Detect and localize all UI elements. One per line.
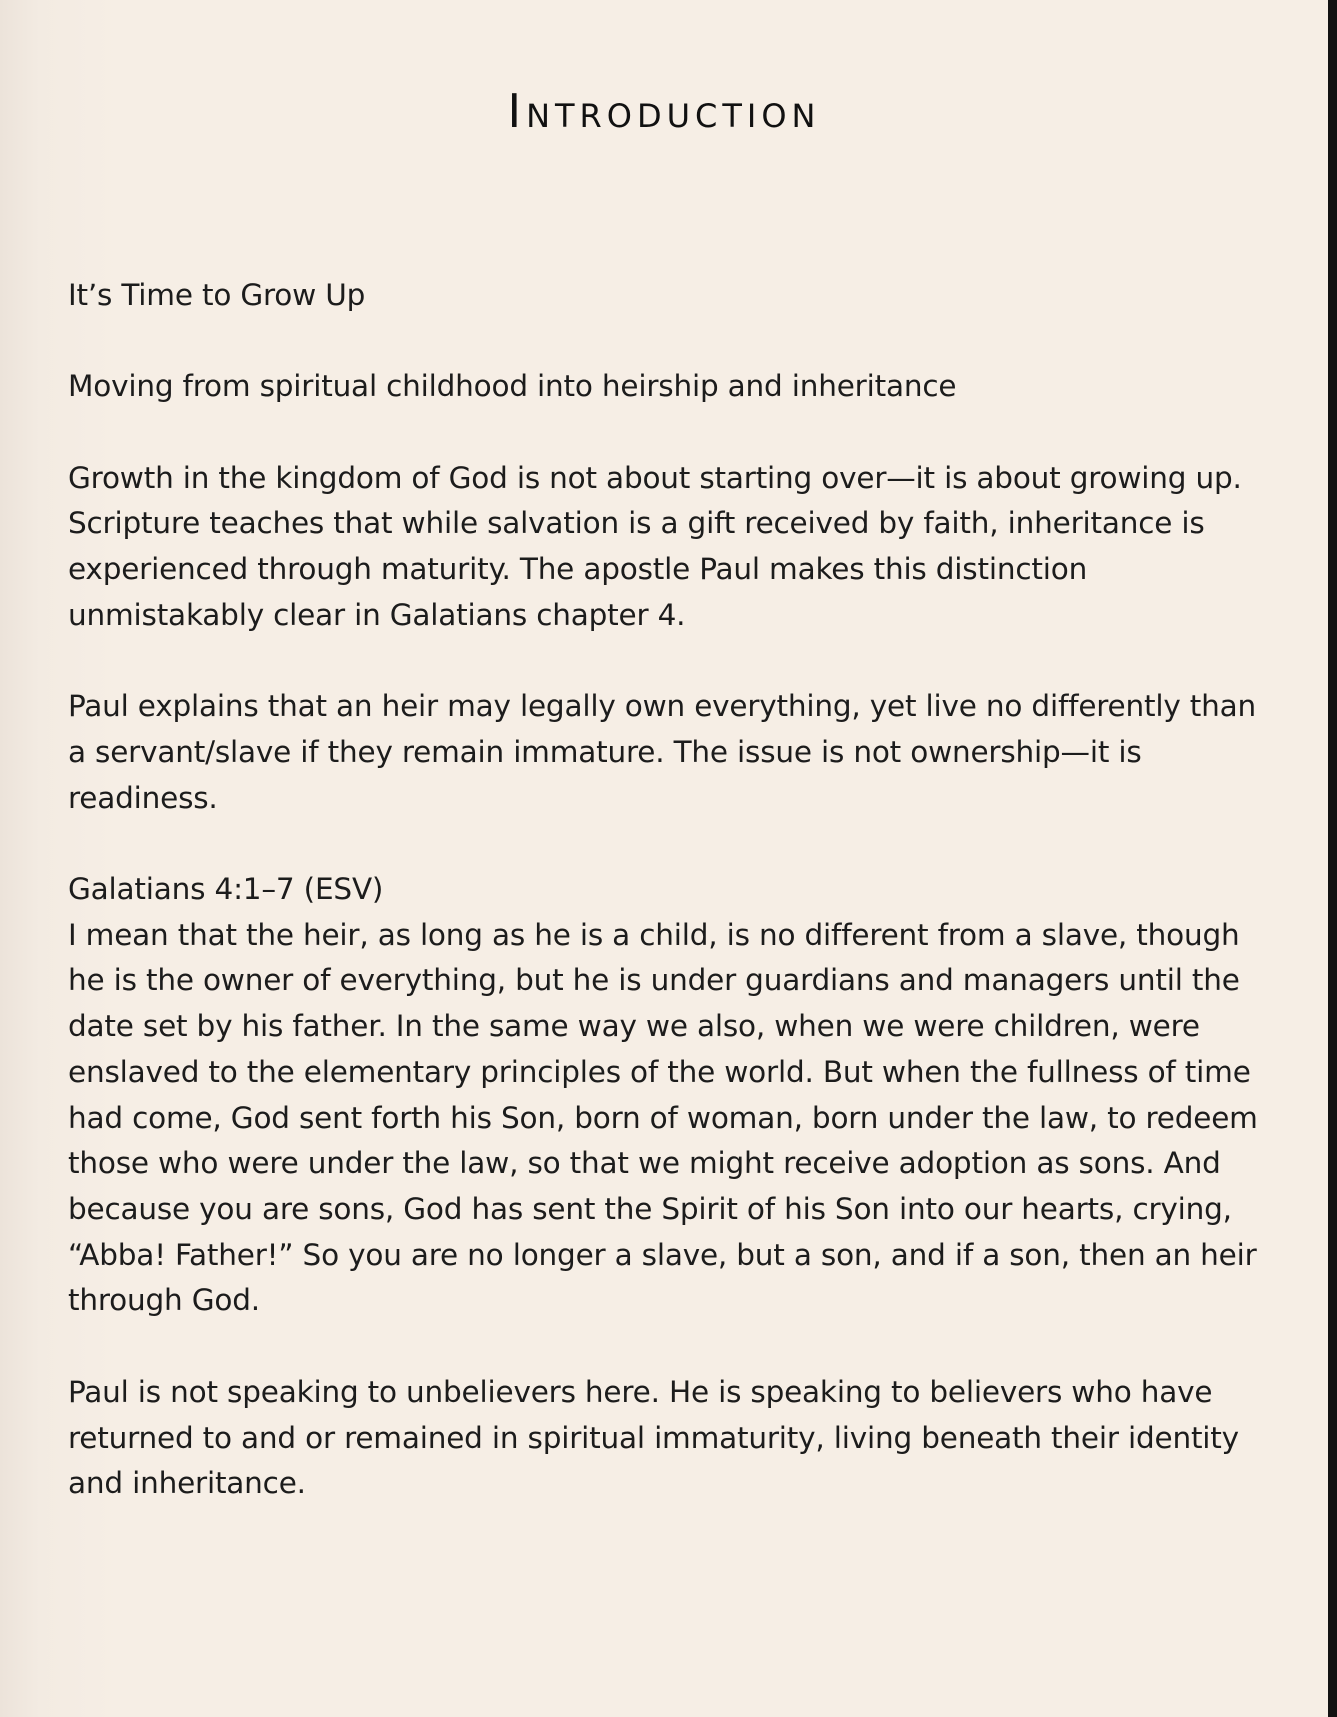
page-edge-divider bbox=[1328, 0, 1337, 1717]
paragraph-growth: Growth in the kingdom of God is not about starting over—it is about growing up. Scripture teaches that while salvation is a gift received by faith, inheritance is experienced through maturity. The apostle Paul makes this distinction unmistakably clear in Galatians chapter 4. bbox=[68, 460, 1242, 632]
page-title: Introduction bbox=[507, 84, 821, 138]
subtitle: It’s Time to Grow Up bbox=[68, 278, 366, 312]
scripture-reference: Galatians 4:1–7 (ESV) bbox=[68, 872, 384, 907]
paragraph-believers: Paul is not speaking to unbelievers here. He is speaking to believers who have returned to and or remained in spiritual immaturity, living beneath their identity and inheritance. bbox=[68, 1374, 1239, 1501]
scripture-text: I mean that the heir, as long as he is a child, is no different from a slave, though he is the owner of everything, but he is under guardians and managers until the date set by his father. In the same way we also, when we were children, were enslaved to the elementary principles of the world. But when the fullness of time had come, God sent forth his Son, born of woman, born under the law, to redeem those who were under the law, so that we might receive adoption as sons. And because you are sons, God has sent the Spirit of his Son into our hearts, crying, “Abba! Father!” So you are no longer a slave, but a son, and if a son, then an heir through God. bbox=[68, 917, 1258, 1318]
tagline: Moving from spiritual childhood into heirship and inheritance bbox=[68, 369, 957, 404]
paragraph-heir: Paul explains that an heir may legally own everything, yet live no differently than a servant/slave if they remain immature. The issue is not ownership—it is readiness. bbox=[68, 689, 1257, 815]
document-body bbox=[68, 273, 1258, 1553]
